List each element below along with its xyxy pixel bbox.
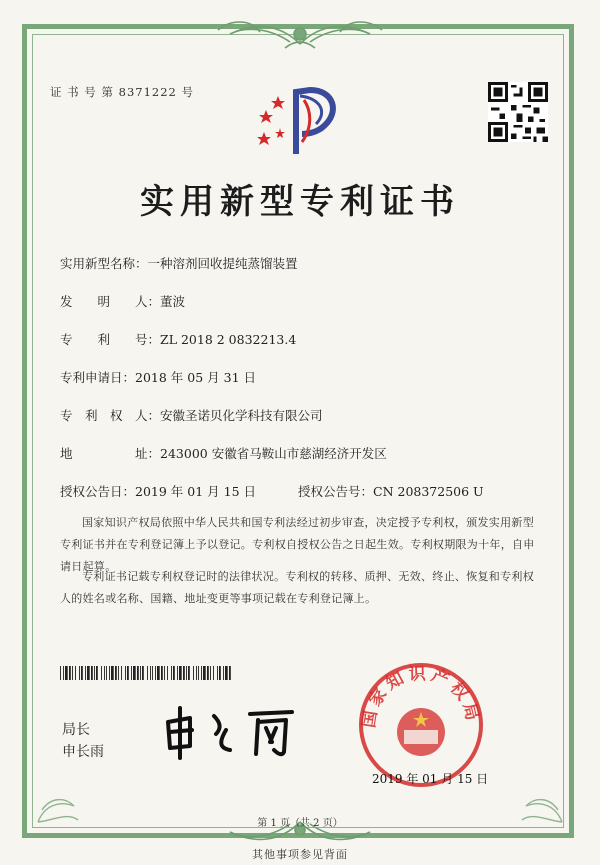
certificate-number-label: 证 书 号 第	[50, 85, 114, 99]
inventor-value: 董波	[160, 294, 186, 309]
filing-date-row	[60, 368, 256, 386]
certificate-title: 实用新型专利证书	[140, 182, 460, 222]
footer-note: 其他事项参见背面	[252, 848, 348, 861]
filing-date-value: 2018 年 05 月 31 日	[135, 370, 257, 385]
seal-text: 国家知识产权局	[359, 664, 483, 730]
address-label: 地 址：	[60, 446, 161, 461]
inventor-row	[60, 292, 185, 310]
utility-name-value: 一种溶剂回收提纯蒸馏装置	[147, 256, 298, 271]
top-ornament	[200, 14, 400, 52]
patent-number-label: 专 利 号：	[60, 332, 161, 347]
seal-date: 2019 年 01 月 15 日	[372, 772, 489, 786]
grant-date-value: 2019 年 01 月 15 日	[135, 484, 257, 499]
certificate-number-suffix: 号	[181, 85, 194, 99]
legal-status-paragraph: 专利证书记载专利权登记时的法律状况。专利权的转移、质押、无效、终止、恢复和专利权人的姓名或名称、国籍、地址变更等事项记载在专利登记簿上。	[60, 570, 534, 605]
inventor-label: 发 明 人：	[60, 294, 161, 309]
grant-number-row	[298, 482, 484, 500]
utility-name-label: 实用新型名称：	[60, 256, 148, 271]
grant-statement-paragraph: 国家知识产权局依照中华人民共和国专利法经过初步审查，决定授予专利权，颁发实用新型专利证书并在专利登记簿上予以登记。专利权自授权公告之日起生效。专利权期限为十年，自申请日起算。	[60, 516, 535, 573]
director-name: 申长雨	[62, 744, 104, 760]
cnipa-logo-icon	[252, 82, 344, 160]
patent-number-row	[60, 330, 296, 348]
grant-date-row	[60, 482, 256, 500]
address-value: 243000 安徽省马鞍山市慈湖经济开发区	[160, 446, 387, 461]
page-number: 第 1 页（共 2 页）	[257, 818, 343, 829]
filing-date-label: 专利申请日：	[60, 370, 136, 385]
grant-date-label: 授权公告日：	[60, 484, 136, 499]
certificate-number-value: 8371222	[118, 85, 177, 99]
grant-number-value: CN 208372506 U	[373, 484, 484, 499]
director-title: 局长	[62, 722, 90, 738]
barcode-icon	[60, 666, 232, 680]
patentee-label: 专 利 权 人：	[60, 408, 161, 423]
address-row	[60, 444, 387, 462]
certificate-number	[50, 84, 194, 100]
director-signature	[160, 700, 310, 760]
patent-number-value: ZL 2018 2 0832213.4	[160, 332, 297, 347]
qr-code-icon	[488, 82, 548, 142]
utility-name-row	[60, 254, 298, 272]
patentee-value: 安徽圣诺贝化学科技有限公司	[160, 408, 323, 423]
patentee-row	[60, 406, 323, 424]
grant-number-label: 授权公告号：	[298, 484, 374, 499]
